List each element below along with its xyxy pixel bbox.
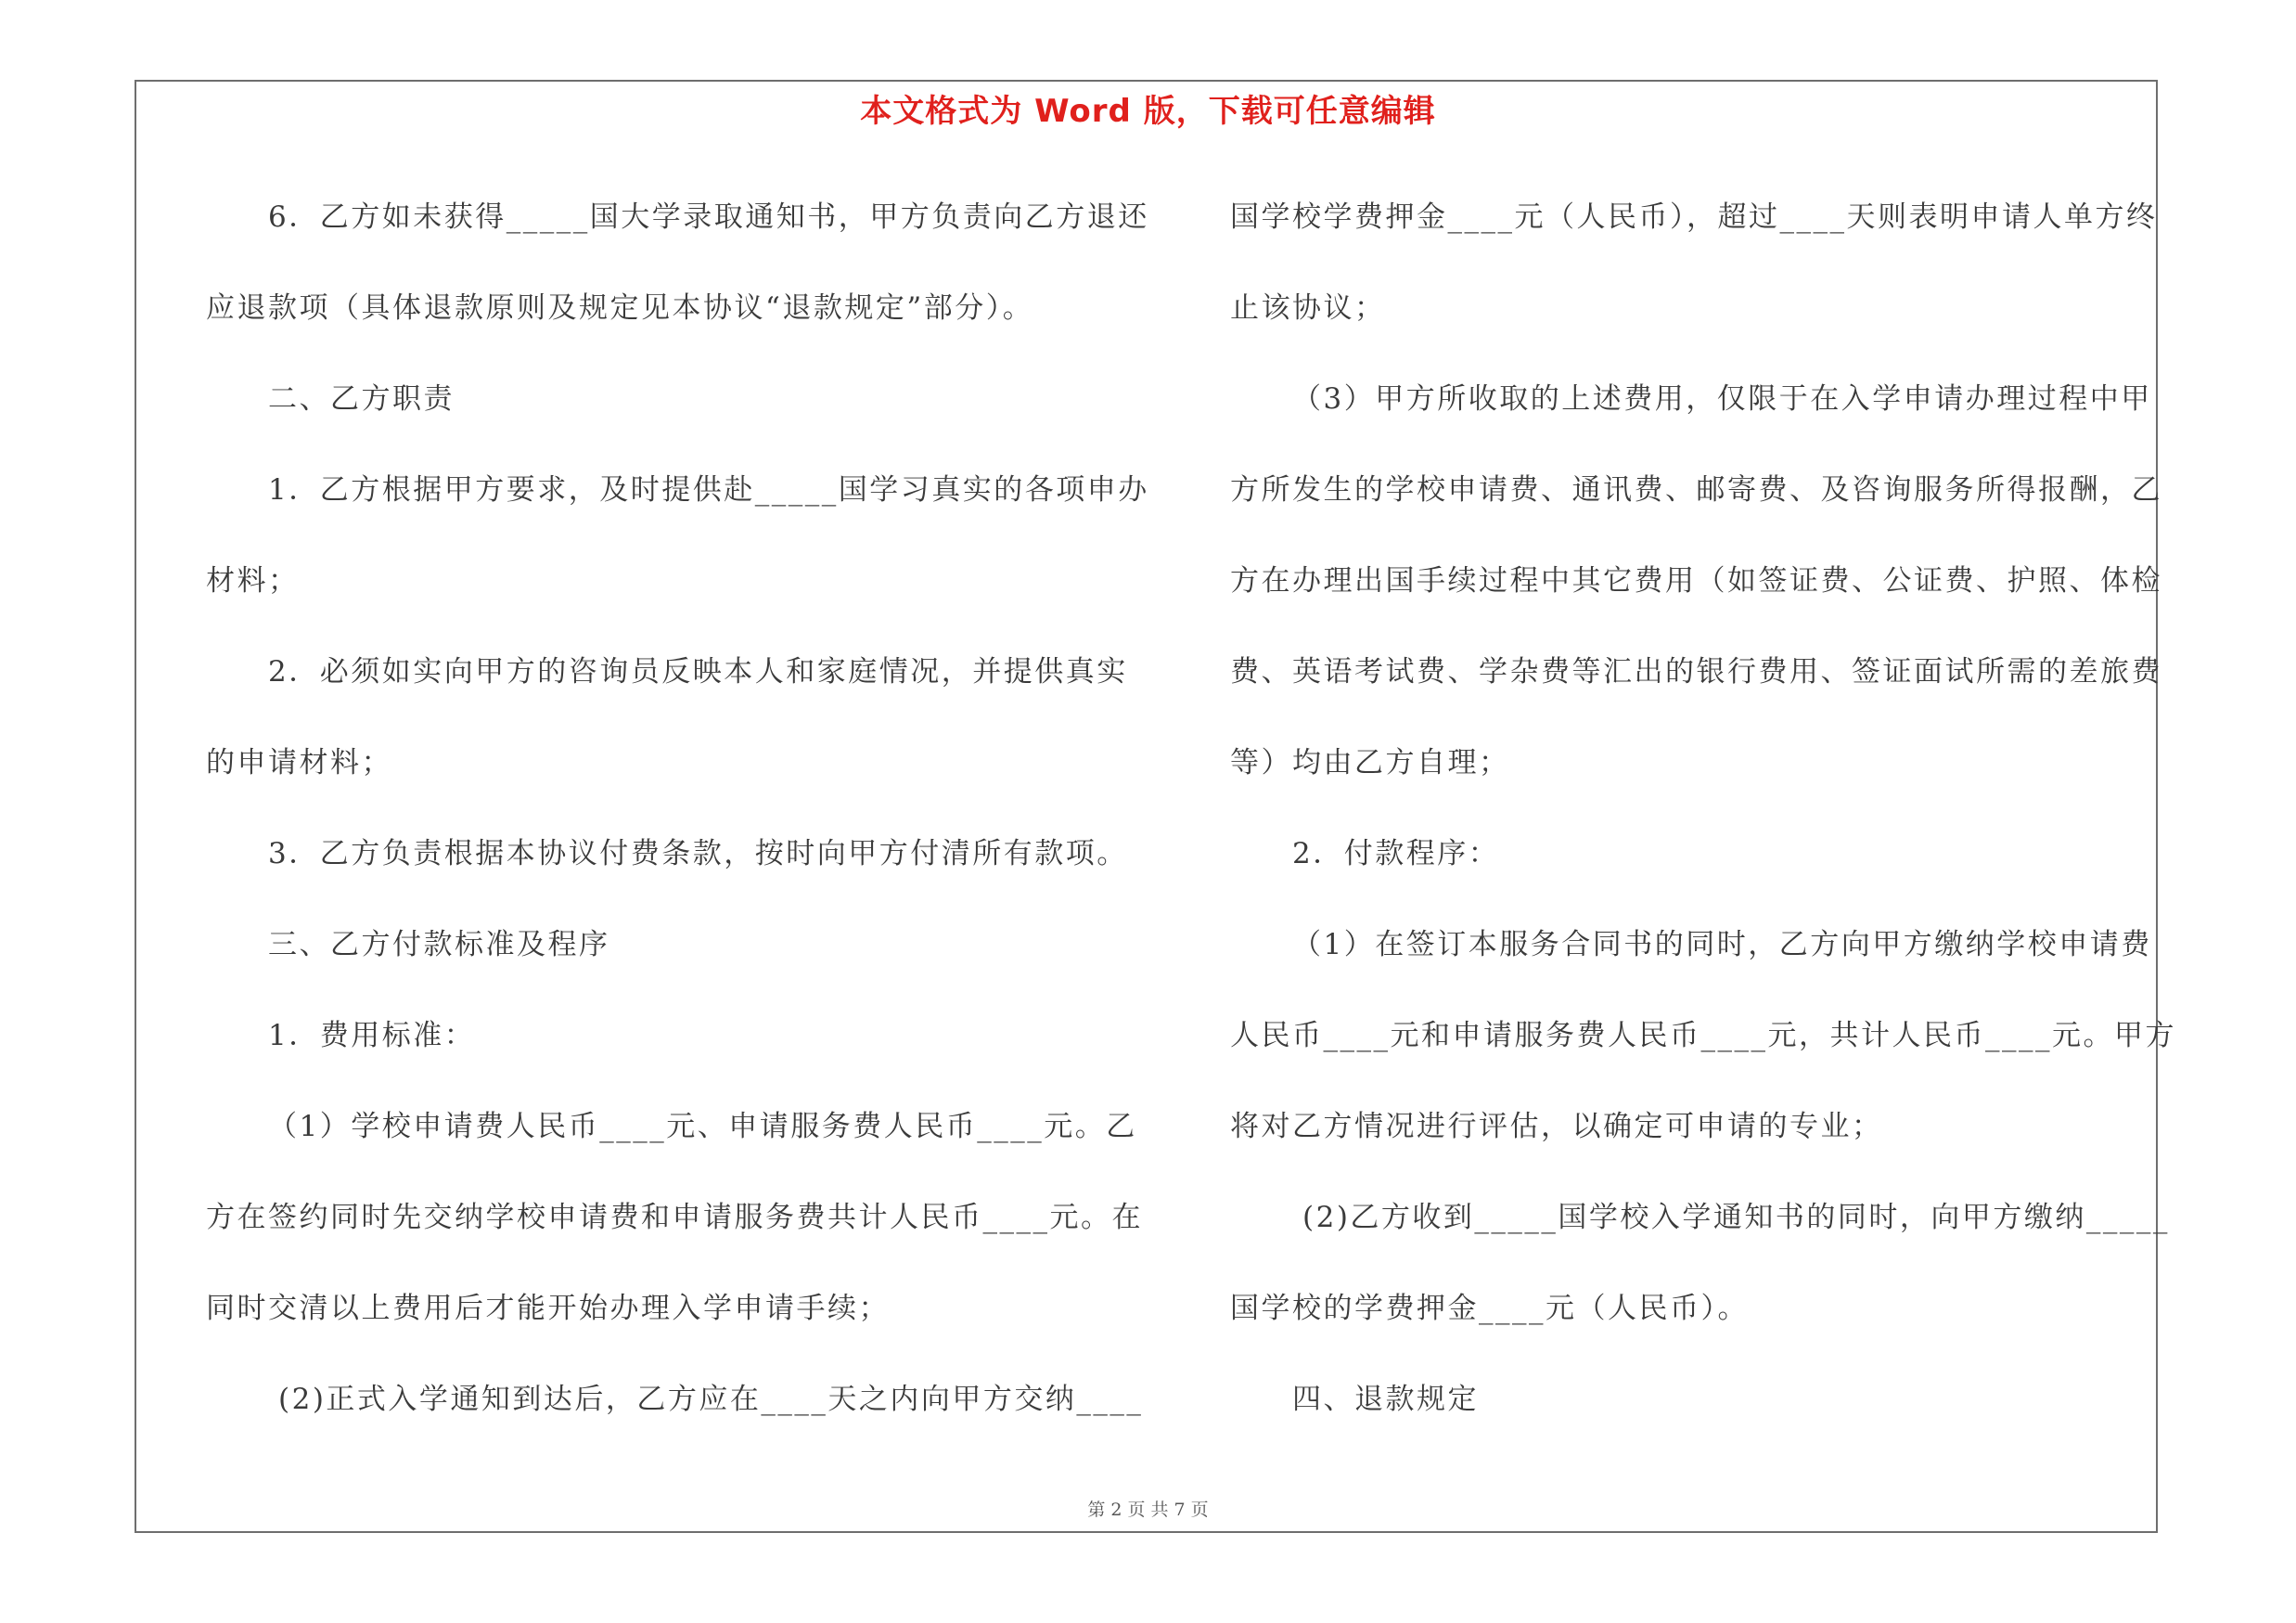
paragraph-line: 1．费用标准： <box>268 1019 476 1052</box>
paragraph-line: （3）甲方所收取的上述费用，仅限于在入学申请办理过程中甲 <box>1292 382 2152 416</box>
paragraph-line: （1）学校申请费人民币____元、申请服务费人民币____元。乙 <box>268 1110 1137 1143</box>
paragraph-line: 国学校学费押金____元（人民币），超过____天则表明申请人单方终 <box>1230 200 2158 234</box>
paragraph-line: 2．付款程序： <box>1292 837 1500 870</box>
paragraph-line: 方在签约同时先交纳学校申请费和申请服务费共计人民币____元。在 <box>206 1201 1143 1234</box>
section-heading: 二、乙方职责 <box>268 382 455 416</box>
paragraph-line: 将对乙方情况进行评估，以确定可申请的专业； <box>1230 1110 1883 1143</box>
paragraph-line: 等）均由乙方自理； <box>1230 746 1510 779</box>
paragraph-line: 1．乙方根据甲方要求，及时提供赴_____国学习真实的各项申办 <box>268 473 1149 507</box>
paragraph-line: 止该协议； <box>1230 291 1386 325</box>
section-heading: 三、乙方付款标准及程序 <box>268 928 610 961</box>
paragraph-line: (2)乙方收到_____国学校入学通知书的同时，向甲方缴纳_____ <box>1302 1201 2170 1234</box>
paragraph-line: 材料； <box>206 564 300 598</box>
paragraph-line: 方所发生的学校申请费、通讯费、邮寄费、及咨询服务所得报酬，乙 <box>1230 473 2162 507</box>
paragraph-line: 2．必须如实向甲方的咨询员反映本人和家庭情况，并提供真实 <box>268 655 1128 689</box>
paragraph-line: 应退款项（具体退款原则及规定见本协议“退款规定”部分）。 <box>206 291 1034 325</box>
paragraph-line: 6．乙方如未获得_____国大学录取通知书，甲方负责向乙方退还 <box>268 200 1149 234</box>
paragraph-line: 的申请材料； <box>206 746 392 779</box>
paragraph-line: 3．乙方负责根据本协议付费条款，按时向甲方付清所有款项。 <box>268 837 1128 870</box>
paragraph-line: 费、英语考试费、学杂费等汇出的银行费用、签证面试所需的差旅费 <box>1230 655 2162 689</box>
paragraph-line: （1）在签订本服务合同书的同时，乙方向甲方缴纳学校申请费 <box>1292 928 2152 961</box>
paragraph-line: 同时交清以上费用后才能开始办理入学申请手续； <box>206 1292 890 1325</box>
paragraph-line: 人民币____元和申请服务费人民币____元，共计人民币____元。甲方 <box>1230 1019 2176 1052</box>
word-format-banner: 本文格式为 Word 版，下载可任意编辑 <box>860 93 1436 130</box>
paragraph-line: 国学校的学费押金____元（人民币）。 <box>1230 1292 1749 1325</box>
page-number-footer: 第 2 页 共 7 页 <box>1087 1500 1209 1520</box>
section-heading: 四、退款规定 <box>1292 1383 1479 1416</box>
paragraph-line: 方在办理出国手续过程中其它费用（如签证费、公证费、护照、体检 <box>1230 564 2162 598</box>
paragraph-line: (2)正式入学通知到达后，乙方应在____天之内向甲方交纳____ <box>278 1383 1144 1416</box>
